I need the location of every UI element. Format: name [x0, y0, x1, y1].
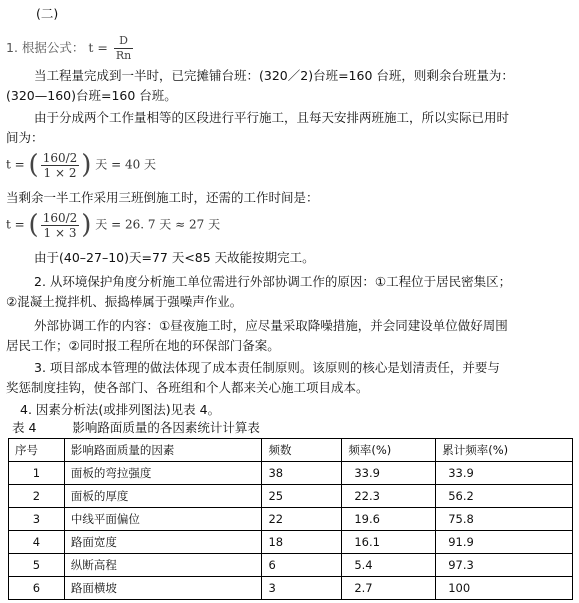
formula-1-lhs: t = — [6, 157, 25, 172]
row-count: 18 — [262, 531, 342, 554]
table-row — [9, 462, 573, 485]
table-caption-number: 表 4 — [12, 420, 37, 435]
table-caption — [12, 420, 260, 436]
paragraph-2-line-2: 间为： — [6, 130, 44, 145]
header-count: 频数 — [262, 439, 342, 462]
table-header-row — [9, 439, 573, 462]
formula-2-lhs: t = — [6, 217, 25, 232]
row-index: 6 — [9, 577, 65, 600]
row-cumulative: 75.8 — [436, 508, 573, 531]
row-count: 38 — [262, 462, 342, 485]
formula-2: t = ( $\frac{160/2}{1 \times 3}$ ) 天 = 26. 7 天 ≈ 27 天 — [6, 210, 221, 240]
row-index: 2 — [9, 485, 65, 508]
formula-1-fraction — [41, 151, 80, 180]
row-frequency: 5.4 — [342, 554, 436, 577]
formula-1: t = ( $\frac{160/2}{1 \times 2}$ ) 天 = 40 天 — [6, 150, 157, 180]
formula-1-numerator: 160/2 — [42, 150, 78, 165]
row-cumulative: 56.2 — [436, 485, 573, 508]
table-row — [9, 554, 573, 577]
row-factor: 路面横坡 — [64, 577, 262, 600]
formula-numerator: D — [114, 34, 133, 49]
row-frequency: 16.1 — [342, 531, 436, 554]
header-index: 序号 — [9, 439, 65, 462]
table-row — [9, 485, 573, 508]
paragraph-1-line-1: 当工程量完成到一半时，已完摊铺台班：(320／2)台班=160 台班，则剩余台班量为： — [34, 68, 514, 83]
row-cumulative: 97.3 — [436, 554, 573, 577]
row-frequency: 22.3 — [342, 485, 436, 508]
q3-line-2: 奖惩制度挂钩，使各部门、各班组和个人都来关心施工项目成本。 — [6, 380, 369, 395]
row-factor: 中线平面偏位 — [64, 508, 262, 531]
row-index: 3 — [9, 508, 65, 531]
row-cumulative: 100 — [436, 577, 573, 600]
q3-line-1: 3. 项目部成本管理的做法体现了成本责任制原则。该原则的核心是划清责任，并要与 — [34, 360, 500, 375]
header-frequency: 频率(%) — [342, 439, 436, 462]
formula-lhs: t = — [88, 40, 108, 55]
row-index: 4 — [9, 531, 65, 554]
row-index: 5 — [9, 554, 65, 577]
q2-line-3: 外部协调工作的内容：①昼夜施工时，应尽量采取降噪措施，并会同建设单位做好周围 — [34, 318, 508, 333]
formula-1-denominator: 1 × 2 — [43, 165, 77, 180]
row-frequency: 33.9 — [342, 462, 436, 485]
formula-2-fraction — [41, 211, 80, 240]
formula-2-denominator: 1 × 3 — [43, 225, 77, 240]
formula-2-rhs: 天 = 26. 7 天 ≈ 27 天 — [95, 217, 221, 232]
row-index: 1 — [9, 462, 65, 485]
row-factor: 面板的弯拉强度 — [64, 462, 262, 485]
table-row — [9, 508, 573, 531]
formula-denominator: Rn — [115, 49, 132, 62]
row-factor: 纵断高程 — [64, 554, 262, 577]
q2-line-1: 2. 从环境保护角度分析施工单位需进行外部协调工作的原因：①工程位于居民密集区； — [34, 274, 512, 289]
header-cumulative: 累计频率(%) — [436, 439, 573, 462]
q1-label-text: 1. 根据公式： — [6, 40, 85, 55]
row-factor: 路面宽度 — [64, 531, 262, 554]
table-row — [9, 531, 573, 554]
table-caption-title: 影响路面质量的各因素统计计算表 — [72, 420, 260, 435]
paragraph-4: 由于(40–27–10)天=77 天<85 天故能按期完工。 — [34, 250, 315, 265]
paragraph-1-line-2: (320—160)台班=160 台班。 — [6, 88, 177, 103]
row-frequency: 19.6 — [342, 508, 436, 531]
formula-fraction — [114, 34, 133, 63]
row-count: 22 — [262, 508, 342, 531]
formula-1-rhs: 天 = 40 天 — [95, 157, 157, 172]
header-factor: 影响路面质量的因素 — [64, 439, 262, 462]
paragraph-2-line-1: 由于分成两个工作量相等的区段进行平行施工，且每天安排两班施工，所以实际已用时 — [34, 110, 510, 125]
statistics-table — [8, 438, 573, 600]
row-cumulative: 33.9 — [436, 462, 573, 485]
q2-line-2: ②混凝土搅拌机、振捣棒属于强噪声作业。 — [6, 294, 243, 309]
table-row — [9, 577, 573, 600]
paragraph-3: 当剩余一半工作采用三班倒施工时，还需的工作时间是： — [6, 190, 319, 205]
row-frequency: 2.7 — [342, 577, 436, 600]
row-cumulative: 91.9 — [436, 531, 573, 554]
q4-line-1: 4. 因素分析法(或排列图法)见表 4。 — [20, 402, 221, 417]
row-count: 25 — [262, 485, 342, 508]
section-header: (二) — [36, 6, 59, 21]
formula-2-numerator: 160/2 — [42, 210, 78, 225]
row-count: 3 — [262, 577, 342, 600]
q2-line-4: 居民工作；②同时报工程所在地的环保部门备案。 — [6, 338, 280, 353]
row-factor: 面板的厚度 — [64, 485, 262, 508]
row-count: 6 — [262, 554, 342, 577]
q1-label — [6, 34, 135, 63]
